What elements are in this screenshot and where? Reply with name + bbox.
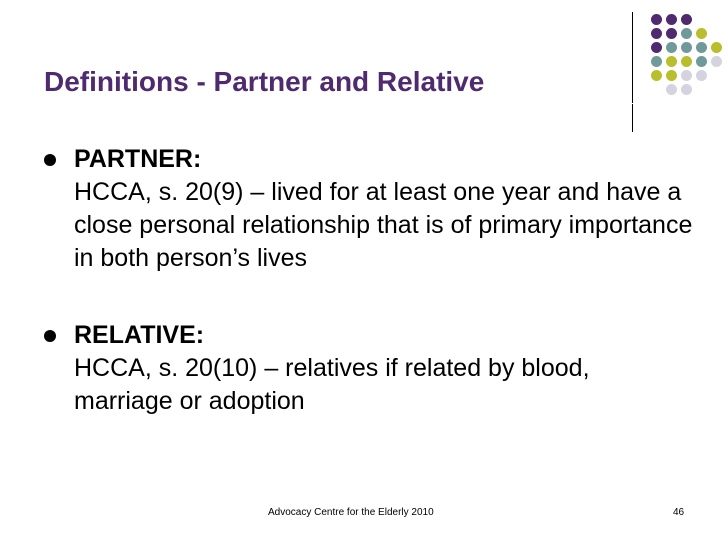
decorative-dot [681,56,692,67]
decorative-dot [696,70,707,81]
bullet-list [44,143,694,418]
bullet-item-partner [44,143,694,275]
decorative-dot [681,28,692,39]
decorative-dot [651,70,662,81]
bullet-heading: PARTNER: [74,145,202,173]
bullet-heading: RELATIVE: [74,321,205,349]
decorative-dot [681,84,692,95]
decorative-dot [666,56,677,67]
decorative-dot [681,42,692,53]
decorative-dot [651,42,662,53]
decorative-dot [666,84,677,95]
title-divider-horizontal [44,103,702,104]
decorative-dot [711,42,722,53]
decorative-dot [666,28,677,39]
title-divider-vertical [632,12,633,132]
decorative-dot [651,14,662,25]
bullet-marker-icon [44,330,56,342]
decorative-dot [711,56,722,67]
decorative-dot [696,56,707,67]
bullet-marker-icon [44,154,56,166]
decorative-dot [666,14,677,25]
page-number: 46 [673,507,685,518]
decorative-dot [666,70,677,81]
slide-title: Definitions - Partner and Relative [44,66,485,97]
decorative-dot [681,70,692,81]
bullet-body: HCCA, s. 20(10) – relatives if related by blood, marriage or adoption [74,354,590,415]
footer-text: Advocacy Centre for the Elderly 2010 [268,507,434,518]
bullet-item-relative [44,319,694,418]
decorative-dot [666,42,677,53]
decorative-dot [651,28,662,39]
decorative-dot [681,14,692,25]
decorative-dot [651,56,662,67]
decorative-dot [696,42,707,53]
decorative-dot [696,28,707,39]
decorative-dot-grid [648,14,720,114]
bullet-body: HCCA, s. 20(9) – lived for at least one year and have a close personal relationship that is of primary importance in both person’s lives [74,178,693,272]
